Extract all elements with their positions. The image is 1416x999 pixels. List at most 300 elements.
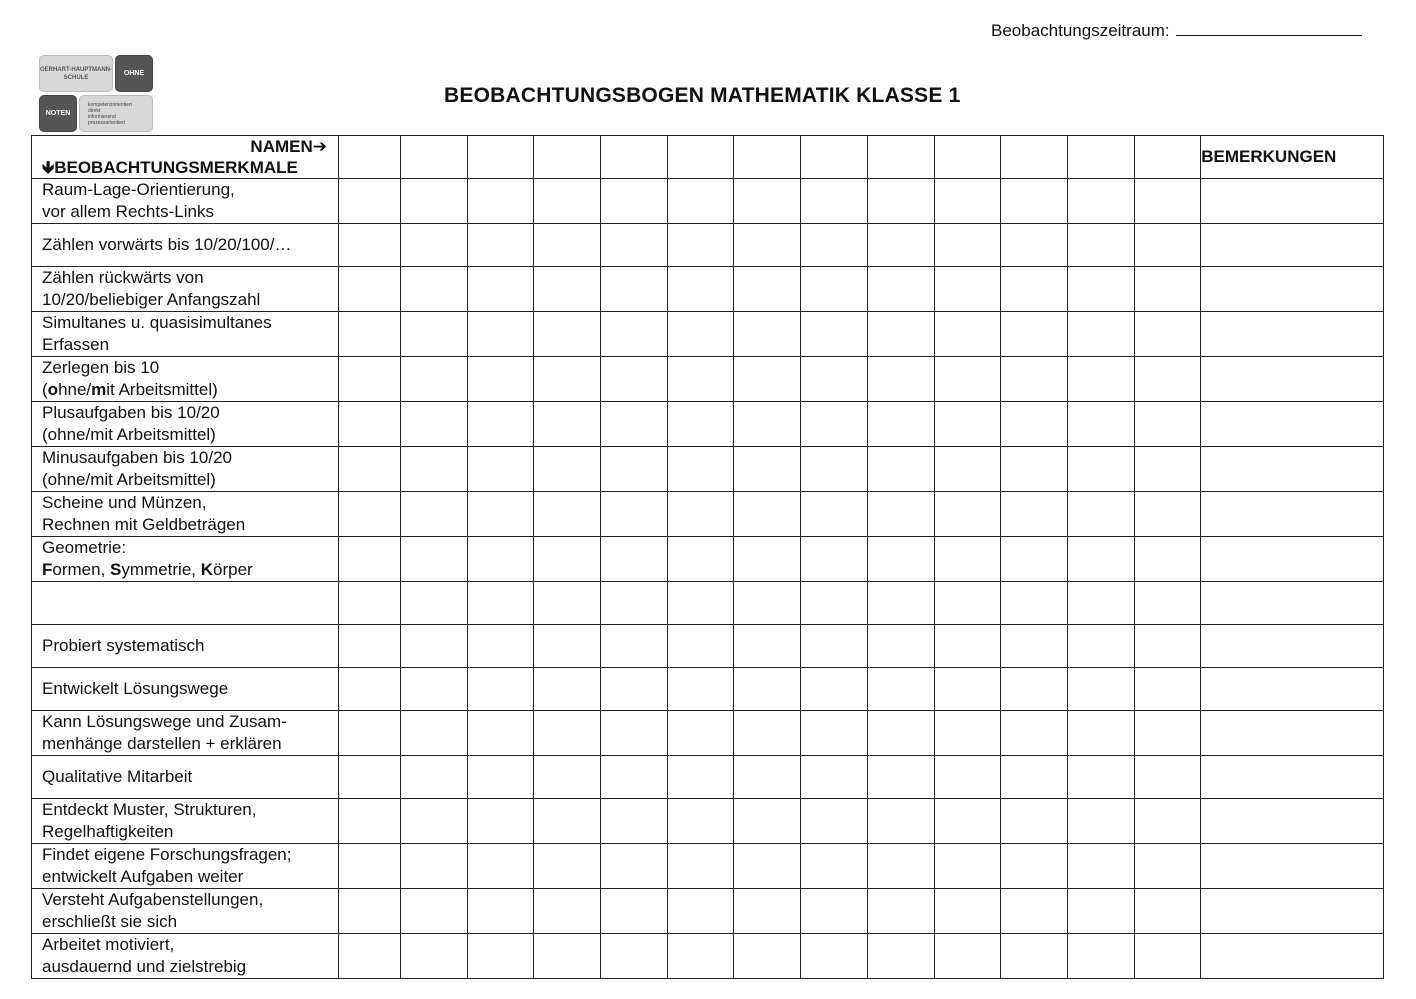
observation-cell[interactable]: [401, 711, 468, 756]
remarks-cell[interactable]: [1201, 625, 1384, 668]
observation-cell[interactable]: [1001, 625, 1068, 668]
observation-cell[interactable]: [534, 582, 601, 625]
table-row: [32, 537, 1384, 582]
table-row: [32, 756, 1384, 799]
observation-cell[interactable]: [934, 312, 1001, 357]
observation-cell[interactable]: [801, 799, 868, 844]
observation-cell[interactable]: [601, 224, 668, 267]
remarks-cell[interactable]: [1201, 267, 1384, 312]
observation-cell[interactable]: [734, 799, 801, 844]
observation-cell[interactable]: [1134, 625, 1201, 668]
criterion-line: Zählen vorwärts bis 10/20/100/…: [42, 235, 292, 254]
observation-cell[interactable]: [934, 357, 1001, 402]
observation-cell[interactable]: [1001, 357, 1068, 402]
observation-cell[interactable]: [401, 668, 468, 711]
table-row: [32, 402, 1384, 447]
observation-cell[interactable]: [1134, 267, 1201, 312]
observation-cell[interactable]: [1067, 711, 1134, 756]
observation-cell[interactable]: [1134, 312, 1201, 357]
observation-cell[interactable]: [1001, 402, 1068, 447]
observation-cell[interactable]: [667, 756, 734, 799]
remarks-cell[interactable]: [1201, 537, 1384, 582]
criterion-cell: [32, 668, 339, 711]
observation-cell[interactable]: [667, 267, 734, 312]
criterion-line: Simultanes u. quasisimultanes: [42, 313, 272, 332]
observation-cell[interactable]: [467, 844, 534, 889]
criterion-cell: [32, 537, 339, 582]
observation-cell[interactable]: [467, 179, 534, 224]
observation-cell[interactable]: [339, 711, 401, 756]
observation-cell[interactable]: [1067, 668, 1134, 711]
observation-cell[interactable]: [934, 711, 1001, 756]
observation-cell[interactable]: [801, 625, 868, 668]
observation-cell[interactable]: [339, 582, 401, 625]
remarks-cell[interactable]: [1201, 668, 1384, 711]
observation-cell[interactable]: [734, 844, 801, 889]
observation-cell[interactable]: [1001, 179, 1068, 224]
observation-cell[interactable]: [667, 711, 734, 756]
observation-cell[interactable]: [667, 492, 734, 537]
observation-cell[interactable]: [801, 357, 868, 402]
observation-cell[interactable]: [1067, 537, 1134, 582]
logo-noten-tile: NOTEN: [39, 95, 77, 132]
criterion-line: Findet eigene Forschungsfragen;: [42, 845, 292, 864]
observation-cell[interactable]: [667, 582, 734, 625]
observation-cell[interactable]: [601, 844, 668, 889]
observation-cell[interactable]: [801, 267, 868, 312]
observation-cell[interactable]: [867, 402, 934, 447]
observation-cell[interactable]: [534, 357, 601, 402]
observation-cell[interactable]: [534, 844, 601, 889]
criterion-line: ausdauernd und zielstrebig: [42, 957, 247, 976]
observation-cell[interactable]: [467, 756, 534, 799]
observation-cell[interactable]: [867, 889, 934, 934]
observation-cell[interactable]: [734, 889, 801, 934]
observation-cell[interactable]: [734, 402, 801, 447]
observation-cell[interactable]: [339, 844, 401, 889]
remarks-cell[interactable]: [1201, 889, 1384, 934]
observation-cell[interactable]: [1001, 756, 1068, 799]
observation-cell[interactable]: [667, 179, 734, 224]
observation-cell[interactable]: [401, 312, 468, 357]
observation-cell[interactable]: [867, 668, 934, 711]
observation-cell[interactable]: [534, 492, 601, 537]
criterion-cell: [32, 934, 339, 979]
criterion-line: Probiert systematisch: [42, 636, 205, 655]
observation-cell[interactable]: [339, 357, 401, 402]
observation-cell[interactable]: [867, 625, 934, 668]
observation-cell[interactable]: [1067, 224, 1134, 267]
name-header-cell[interactable]: [801, 136, 868, 179]
table-row: [32, 357, 1384, 402]
criterion-cell: [32, 402, 339, 447]
observation-cell[interactable]: [1001, 799, 1068, 844]
observation-cell[interactable]: [867, 312, 934, 357]
observation-cell[interactable]: [401, 625, 468, 668]
observation-cell[interactable]: [934, 889, 1001, 934]
criterion-line: erschließt sie sich: [42, 912, 178, 931]
observation-cell[interactable]: [667, 447, 734, 492]
remarks-cell[interactable]: [1201, 447, 1384, 492]
observation-cell[interactable]: [734, 357, 801, 402]
observation-cell[interactable]: [934, 224, 1001, 267]
remarks-cell[interactable]: [1201, 756, 1384, 799]
observation-cell[interactable]: [734, 711, 801, 756]
observation-cell[interactable]: [601, 402, 668, 447]
observation-cell[interactable]: [801, 756, 868, 799]
observation-cell[interactable]: [934, 625, 1001, 668]
observation-cell[interactable]: [867, 799, 934, 844]
observation-cell[interactable]: [401, 844, 468, 889]
observation-cell[interactable]: [934, 799, 1001, 844]
criterion-cell: [32, 711, 339, 756]
observation-cell[interactable]: [867, 934, 934, 979]
name-header-cell[interactable]: [1001, 136, 1068, 179]
observation-cell[interactable]: [801, 312, 868, 357]
observation-cell[interactable]: [339, 756, 401, 799]
observation-cell[interactable]: [467, 267, 534, 312]
observation-cell[interactable]: [1134, 447, 1201, 492]
observation-cell[interactable]: [1001, 711, 1068, 756]
observation-cell[interactable]: [667, 799, 734, 844]
criterion-cell: [32, 844, 339, 889]
observation-cell[interactable]: [667, 889, 734, 934]
observation-cell[interactable]: [467, 934, 534, 979]
observation-cell[interactable]: [1067, 447, 1134, 492]
observation-cell[interactable]: [867, 447, 934, 492]
observation-cell[interactable]: [867, 844, 934, 889]
observation-cell[interactable]: [534, 224, 601, 267]
observation-cell[interactable]: [534, 447, 601, 492]
observation-cell[interactable]: [1134, 711, 1201, 756]
remarks-cell[interactable]: [1201, 799, 1384, 844]
name-header-cell[interactable]: [1067, 136, 1134, 179]
observation-cell[interactable]: [867, 357, 934, 402]
observation-cell[interactable]: [467, 582, 534, 625]
observation-cell[interactable]: [339, 402, 401, 447]
observation-cell[interactable]: [1134, 582, 1201, 625]
observation-cell[interactable]: [1067, 799, 1134, 844]
observation-cell[interactable]: [601, 756, 668, 799]
name-header-cell[interactable]: [1134, 136, 1201, 179]
observation-cell[interactable]: [801, 711, 868, 756]
observation-cell[interactable]: [534, 402, 601, 447]
observation-cell[interactable]: [801, 582, 868, 625]
observation-cell[interactable]: [867, 267, 934, 312]
observation-cell[interactable]: [801, 668, 868, 711]
observation-cell[interactable]: [401, 799, 468, 844]
observation-cell[interactable]: [934, 668, 1001, 711]
observation-cell[interactable]: [1067, 267, 1134, 312]
observation-cell[interactable]: [534, 625, 601, 668]
observation-cell[interactable]: [601, 267, 668, 312]
observation-cell[interactable]: [1134, 668, 1201, 711]
observation-cell[interactable]: [339, 224, 401, 267]
observation-cell[interactable]: [934, 934, 1001, 979]
observation-cell[interactable]: [534, 537, 601, 582]
observation-cell[interactable]: [1067, 402, 1134, 447]
remarks-cell[interactable]: [1201, 582, 1384, 625]
observation-cell[interactable]: [934, 582, 1001, 625]
observation-cell[interactable]: [1067, 844, 1134, 889]
observation-cell[interactable]: [867, 537, 934, 582]
observation-cell[interactable]: [1134, 357, 1201, 402]
observation-cell[interactable]: [934, 447, 1001, 492]
observation-cell[interactable]: [1067, 312, 1134, 357]
observation-cell[interactable]: [1001, 492, 1068, 537]
observation-cell[interactable]: [534, 267, 601, 312]
observation-cell[interactable]: [801, 492, 868, 537]
observation-cell[interactable]: [867, 756, 934, 799]
observation-cell[interactable]: [1067, 582, 1134, 625]
observation-cell[interactable]: [1001, 668, 1068, 711]
table-row: [32, 267, 1384, 312]
observation-cell[interactable]: [339, 537, 401, 582]
observation-cell[interactable]: [734, 267, 801, 312]
criterion-cell: [32, 756, 339, 799]
logo-school-tile: [39, 55, 113, 92]
observation-cell[interactable]: [601, 625, 668, 668]
observation-cell[interactable]: [601, 889, 668, 934]
observation-cell[interactable]: [534, 799, 601, 844]
observation-cell[interactable]: [734, 934, 801, 979]
name-header-cell[interactable]: [339, 136, 401, 179]
observation-cell[interactable]: [1067, 492, 1134, 537]
observation-cell[interactable]: [734, 447, 801, 492]
remarks-cell[interactable]: [1201, 844, 1384, 889]
observation-cell[interactable]: [467, 357, 534, 402]
observation-cell[interactable]: [1134, 934, 1201, 979]
name-header-cell[interactable]: [734, 136, 801, 179]
observation-cell[interactable]: [339, 625, 401, 668]
observation-cell[interactable]: [1067, 756, 1134, 799]
remarks-cell[interactable]: [1201, 357, 1384, 402]
observation-cell[interactable]: [601, 711, 668, 756]
table-row: [32, 711, 1384, 756]
observation-cell[interactable]: [1001, 844, 1068, 889]
observation-cell[interactable]: [667, 224, 734, 267]
observation-cell[interactable]: [1001, 934, 1068, 979]
header-cell-criteria: [32, 136, 339, 179]
remarks-cell[interactable]: [1201, 402, 1384, 447]
observation-cell[interactable]: [1134, 889, 1201, 934]
remarks-cell[interactable]: [1201, 312, 1384, 357]
observation-cell[interactable]: [401, 447, 468, 492]
remarks-cell[interactable]: [1201, 179, 1384, 224]
observation-cell[interactable]: [734, 224, 801, 267]
observation-cell[interactable]: [339, 934, 401, 979]
observation-cell[interactable]: [339, 799, 401, 844]
name-header-cell[interactable]: [867, 136, 934, 179]
observation-cell[interactable]: [734, 582, 801, 625]
observation-cell[interactable]: [734, 668, 801, 711]
observation-cell[interactable]: [401, 537, 468, 582]
observation-cell[interactable]: [401, 179, 468, 224]
observation-cell[interactable]: [1001, 537, 1068, 582]
observation-cell[interactable]: [801, 537, 868, 582]
observation-cell[interactable]: [1134, 537, 1201, 582]
observation-cell[interactable]: [867, 582, 934, 625]
observation-cell[interactable]: [401, 492, 468, 537]
logo-principle: prozessorientiert: [88, 119, 125, 126]
observation-cell[interactable]: [339, 312, 401, 357]
observation-cell[interactable]: [934, 267, 1001, 312]
logo-principle: informierend: [88, 113, 116, 120]
observation-cell[interactable]: [667, 668, 734, 711]
observation-period: [991, 21, 1362, 41]
observation-cell[interactable]: [467, 492, 534, 537]
remarks-cell[interactable]: [1201, 224, 1384, 267]
observation-cell[interactable]: [339, 492, 401, 537]
remarks-cell[interactable]: [1201, 492, 1384, 537]
observation-cell[interactable]: [934, 537, 1001, 582]
observation-cell[interactable]: [667, 934, 734, 979]
observation-cell[interactable]: [401, 357, 468, 402]
observation-cell[interactable]: [601, 799, 668, 844]
observation-cell[interactable]: [534, 711, 601, 756]
observation-cell[interactable]: [401, 224, 468, 267]
observation-cell[interactable]: [467, 447, 534, 492]
observation-cell[interactable]: [401, 402, 468, 447]
criterion-line: Scheine und Münzen,: [42, 493, 207, 512]
name-header-cell[interactable]: [934, 136, 1001, 179]
observation-cell[interactable]: [1134, 179, 1201, 224]
criterion-cell: [32, 357, 339, 402]
observation-cell[interactable]: [801, 447, 868, 492]
observation-cell[interactable]: [601, 447, 668, 492]
observation-cell[interactable]: [1001, 312, 1068, 357]
observation-cell[interactable]: [401, 934, 468, 979]
observation-cell[interactable]: [734, 492, 801, 537]
observation-cell[interactable]: [1134, 402, 1201, 447]
observation-cell[interactable]: [401, 582, 468, 625]
observation-cell[interactable]: [667, 537, 734, 582]
observation-cell[interactable]: [934, 492, 1001, 537]
name-header-cell[interactable]: [534, 136, 601, 179]
observation-cell[interactable]: [934, 179, 1001, 224]
observation-cell[interactable]: [601, 492, 668, 537]
observation-cell[interactable]: [467, 668, 534, 711]
criterion-cell: [32, 179, 339, 224]
observation-cell[interactable]: [601, 312, 668, 357]
observation-cell[interactable]: [934, 402, 1001, 447]
observation-cell[interactable]: [467, 625, 534, 668]
observation-cell[interactable]: [867, 492, 934, 537]
observation-cell[interactable]: [934, 844, 1001, 889]
observation-cell[interactable]: [734, 756, 801, 799]
observation-cell[interactable]: [339, 889, 401, 934]
observation-cell[interactable]: [934, 756, 1001, 799]
observation-cell[interactable]: [1001, 224, 1068, 267]
observation-cell[interactable]: [534, 668, 601, 711]
name-header-cell[interactable]: [601, 136, 668, 179]
observation-cell[interactable]: [601, 668, 668, 711]
name-header-cell[interactable]: [467, 136, 534, 179]
remarks-cell[interactable]: [1201, 711, 1384, 756]
observation-cell[interactable]: [734, 312, 801, 357]
observation-cell[interactable]: [534, 179, 601, 224]
observation-cell[interactable]: [801, 889, 868, 934]
observation-cell[interactable]: [801, 934, 868, 979]
observation-cell[interactable]: [1001, 582, 1068, 625]
observation-cell[interactable]: [467, 402, 534, 447]
observation-cell[interactable]: [534, 934, 601, 979]
observation-cell[interactable]: [1001, 447, 1068, 492]
observation-cell[interactable]: [401, 889, 468, 934]
observation-cell[interactable]: [667, 844, 734, 889]
observation-cell[interactable]: [1134, 844, 1201, 889]
name-header-cell[interactable]: [667, 136, 734, 179]
table-row: [32, 447, 1384, 492]
observation-cell[interactable]: [467, 224, 534, 267]
observation-cell[interactable]: [401, 756, 468, 799]
observation-cell[interactable]: [734, 537, 801, 582]
observation-cell[interactable]: [339, 267, 401, 312]
criterion-cell: [32, 224, 339, 267]
observation-cell[interactable]: [601, 537, 668, 582]
observation-cell[interactable]: [667, 312, 734, 357]
observation-cell[interactable]: [401, 267, 468, 312]
observation-cell[interactable]: [467, 799, 534, 844]
observation-cell[interactable]: [339, 668, 401, 711]
observation-cell[interactable]: [867, 711, 934, 756]
observation-cell[interactable]: [601, 582, 668, 625]
observation-cell[interactable]: [801, 402, 868, 447]
observation-cell[interactable]: [467, 889, 534, 934]
observation-cell[interactable]: [1067, 357, 1134, 402]
table-row: [32, 582, 1384, 625]
observation-cell[interactable]: [534, 312, 601, 357]
observation-cell[interactable]: [734, 625, 801, 668]
observation-cell[interactable]: [1067, 179, 1134, 224]
table-row: [32, 179, 1384, 224]
observation-cell[interactable]: [339, 179, 401, 224]
observation-cell[interactable]: [1067, 625, 1134, 668]
observation-cell[interactable]: [1001, 267, 1068, 312]
observation-period-blank[interactable]: [1176, 21, 1362, 36]
observation-cell[interactable]: [1067, 934, 1134, 979]
observation-cell[interactable]: [601, 357, 668, 402]
observation-cell[interactable]: [801, 224, 868, 267]
observation-cell[interactable]: [1134, 799, 1201, 844]
observation-cell[interactable]: [467, 312, 534, 357]
observation-cell[interactable]: [1134, 492, 1201, 537]
observation-cell[interactable]: [867, 179, 934, 224]
observation-cell[interactable]: [867, 224, 934, 267]
remarks-cell[interactable]: [1201, 934, 1384, 979]
observation-cell[interactable]: [534, 756, 601, 799]
observation-cell[interactable]: [601, 934, 668, 979]
observation-cell[interactable]: [467, 537, 534, 582]
criterion-line: Entdeckt Muster, Strukturen,: [42, 800, 257, 819]
observation-cell[interactable]: [534, 889, 601, 934]
observation-cell[interactable]: [1001, 889, 1068, 934]
observation-cell[interactable]: [667, 625, 734, 668]
observation-cell[interactable]: [339, 447, 401, 492]
observation-cell[interactable]: [667, 357, 734, 402]
observation-cell[interactable]: [467, 711, 534, 756]
observation-cell[interactable]: [1067, 889, 1134, 934]
observation-cell[interactable]: [1134, 756, 1201, 799]
name-header-cell[interactable]: [401, 136, 468, 179]
criterion-cell: [32, 889, 339, 934]
observation-cell[interactable]: [801, 844, 868, 889]
observation-cell[interactable]: [601, 179, 668, 224]
observation-cell[interactable]: [801, 179, 868, 224]
observation-cell[interactable]: [1134, 224, 1201, 267]
observation-cell[interactable]: [734, 179, 801, 224]
observation-cell[interactable]: [667, 402, 734, 447]
